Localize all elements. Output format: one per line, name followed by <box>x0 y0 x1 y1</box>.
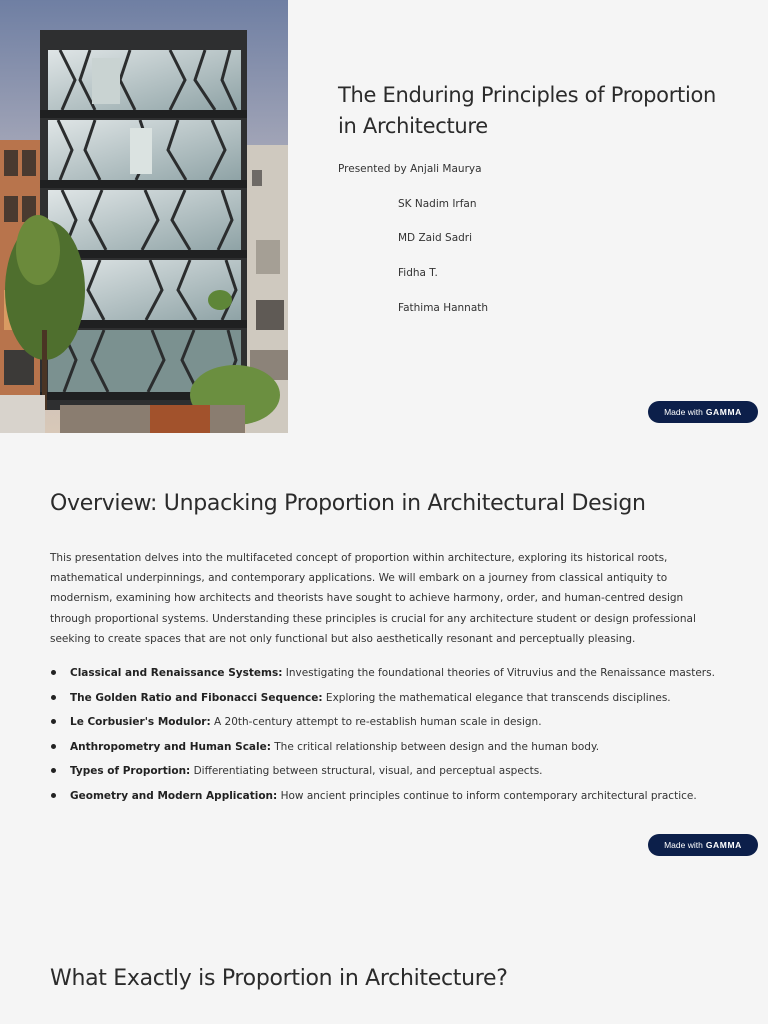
bullet-icon <box>51 695 56 700</box>
bullet-text: Exploring the mathematical elegance that transcends disciplines. <box>322 691 671 704</box>
bullet-term: Le Corbusier's Modulor: <box>70 716 211 729</box>
list-item <box>50 688 718 713</box>
bullet-icon <box>51 768 56 773</box>
list-item <box>50 786 718 811</box>
gamma-logo: GAMMA <box>705 407 742 417</box>
bullet-term: The Golden Ratio and Fibonacci Sequence: <box>70 691 323 704</box>
overview-paragraph: This presentation delves into the multifaceted concept of proportion within architecture, exploring its historical roots, mathematical underpinnings, and contemporary applications. We will embark on a journey from classical antiquity to modernism, examining how architects and theorists have sought to achieve harmony, order, and human-centred design through proportional systems. Understanding these principles is crucial for any architecture student or design professional seeking to create spaces that are not only functional but also aesthetically resonant and perceptually pleasing. <box>50 552 696 645</box>
presenter-name: Fathima Hannath <box>398 302 489 314</box>
bullet-text: Differentiating between structural, visual, and perceptual aspects. <box>190 765 543 778</box>
bullet-icon <box>51 793 56 798</box>
list-item <box>50 663 718 688</box>
badge-prefix: Made with <box>664 407 703 417</box>
bullet-icon <box>51 670 56 675</box>
definition-heading: What Exactly is Proportion in Architecture? <box>50 966 508 991</box>
bullet-text: Investigating the foundational theories of Vitruvius and the Renaissance masters. <box>282 667 715 679</box>
overview-bullets <box>50 663 718 811</box>
bullet-term: Types of Proportion: <box>70 765 191 778</box>
list-item <box>50 761 718 786</box>
bullet-text: A 20th-century attempt to re-establish human scale in design. <box>210 716 542 729</box>
badge-prefix: Made with <box>664 840 703 850</box>
presenter-name: SK Nadim Irfan <box>398 198 477 210</box>
presenter-name: Fidha T. <box>398 267 438 279</box>
overview-slide <box>0 433 768 873</box>
list-item <box>50 737 718 762</box>
bullet-term: Anthropometry and Human Scale: <box>70 740 271 753</box>
gamma-logo: GAMMA <box>705 840 742 850</box>
made-with-gamma-badge[interactable] <box>648 834 758 856</box>
made-with-gamma-badge[interactable] <box>648 401 758 423</box>
presenter-name: MD Zaid Sadri <box>398 232 473 244</box>
list-item <box>50 712 718 737</box>
overview-heading: Overview: Unpacking Proportion in Architectural Design <box>50 491 646 516</box>
bullet-icon <box>51 719 56 724</box>
bullet-term: Geometry and Modern Application: <box>70 789 278 802</box>
presented-by: Presented by Anjali Maurya <box>338 163 482 175</box>
bullet-text: The critical relationship between design and the human body. <box>270 740 600 753</box>
title-slide <box>0 0 768 433</box>
bullet-text: How ancient principles continue to inform contemporary architectural practice. <box>277 789 697 802</box>
bullet-term: Classical and Renaissance Systems: <box>70 667 283 679</box>
presentation-title: The Enduring Principles of Proportion in Architecture <box>338 83 717 138</box>
building-photo <box>0 0 288 433</box>
bullet-icon <box>51 744 56 749</box>
definition-slide <box>0 873 768 1024</box>
